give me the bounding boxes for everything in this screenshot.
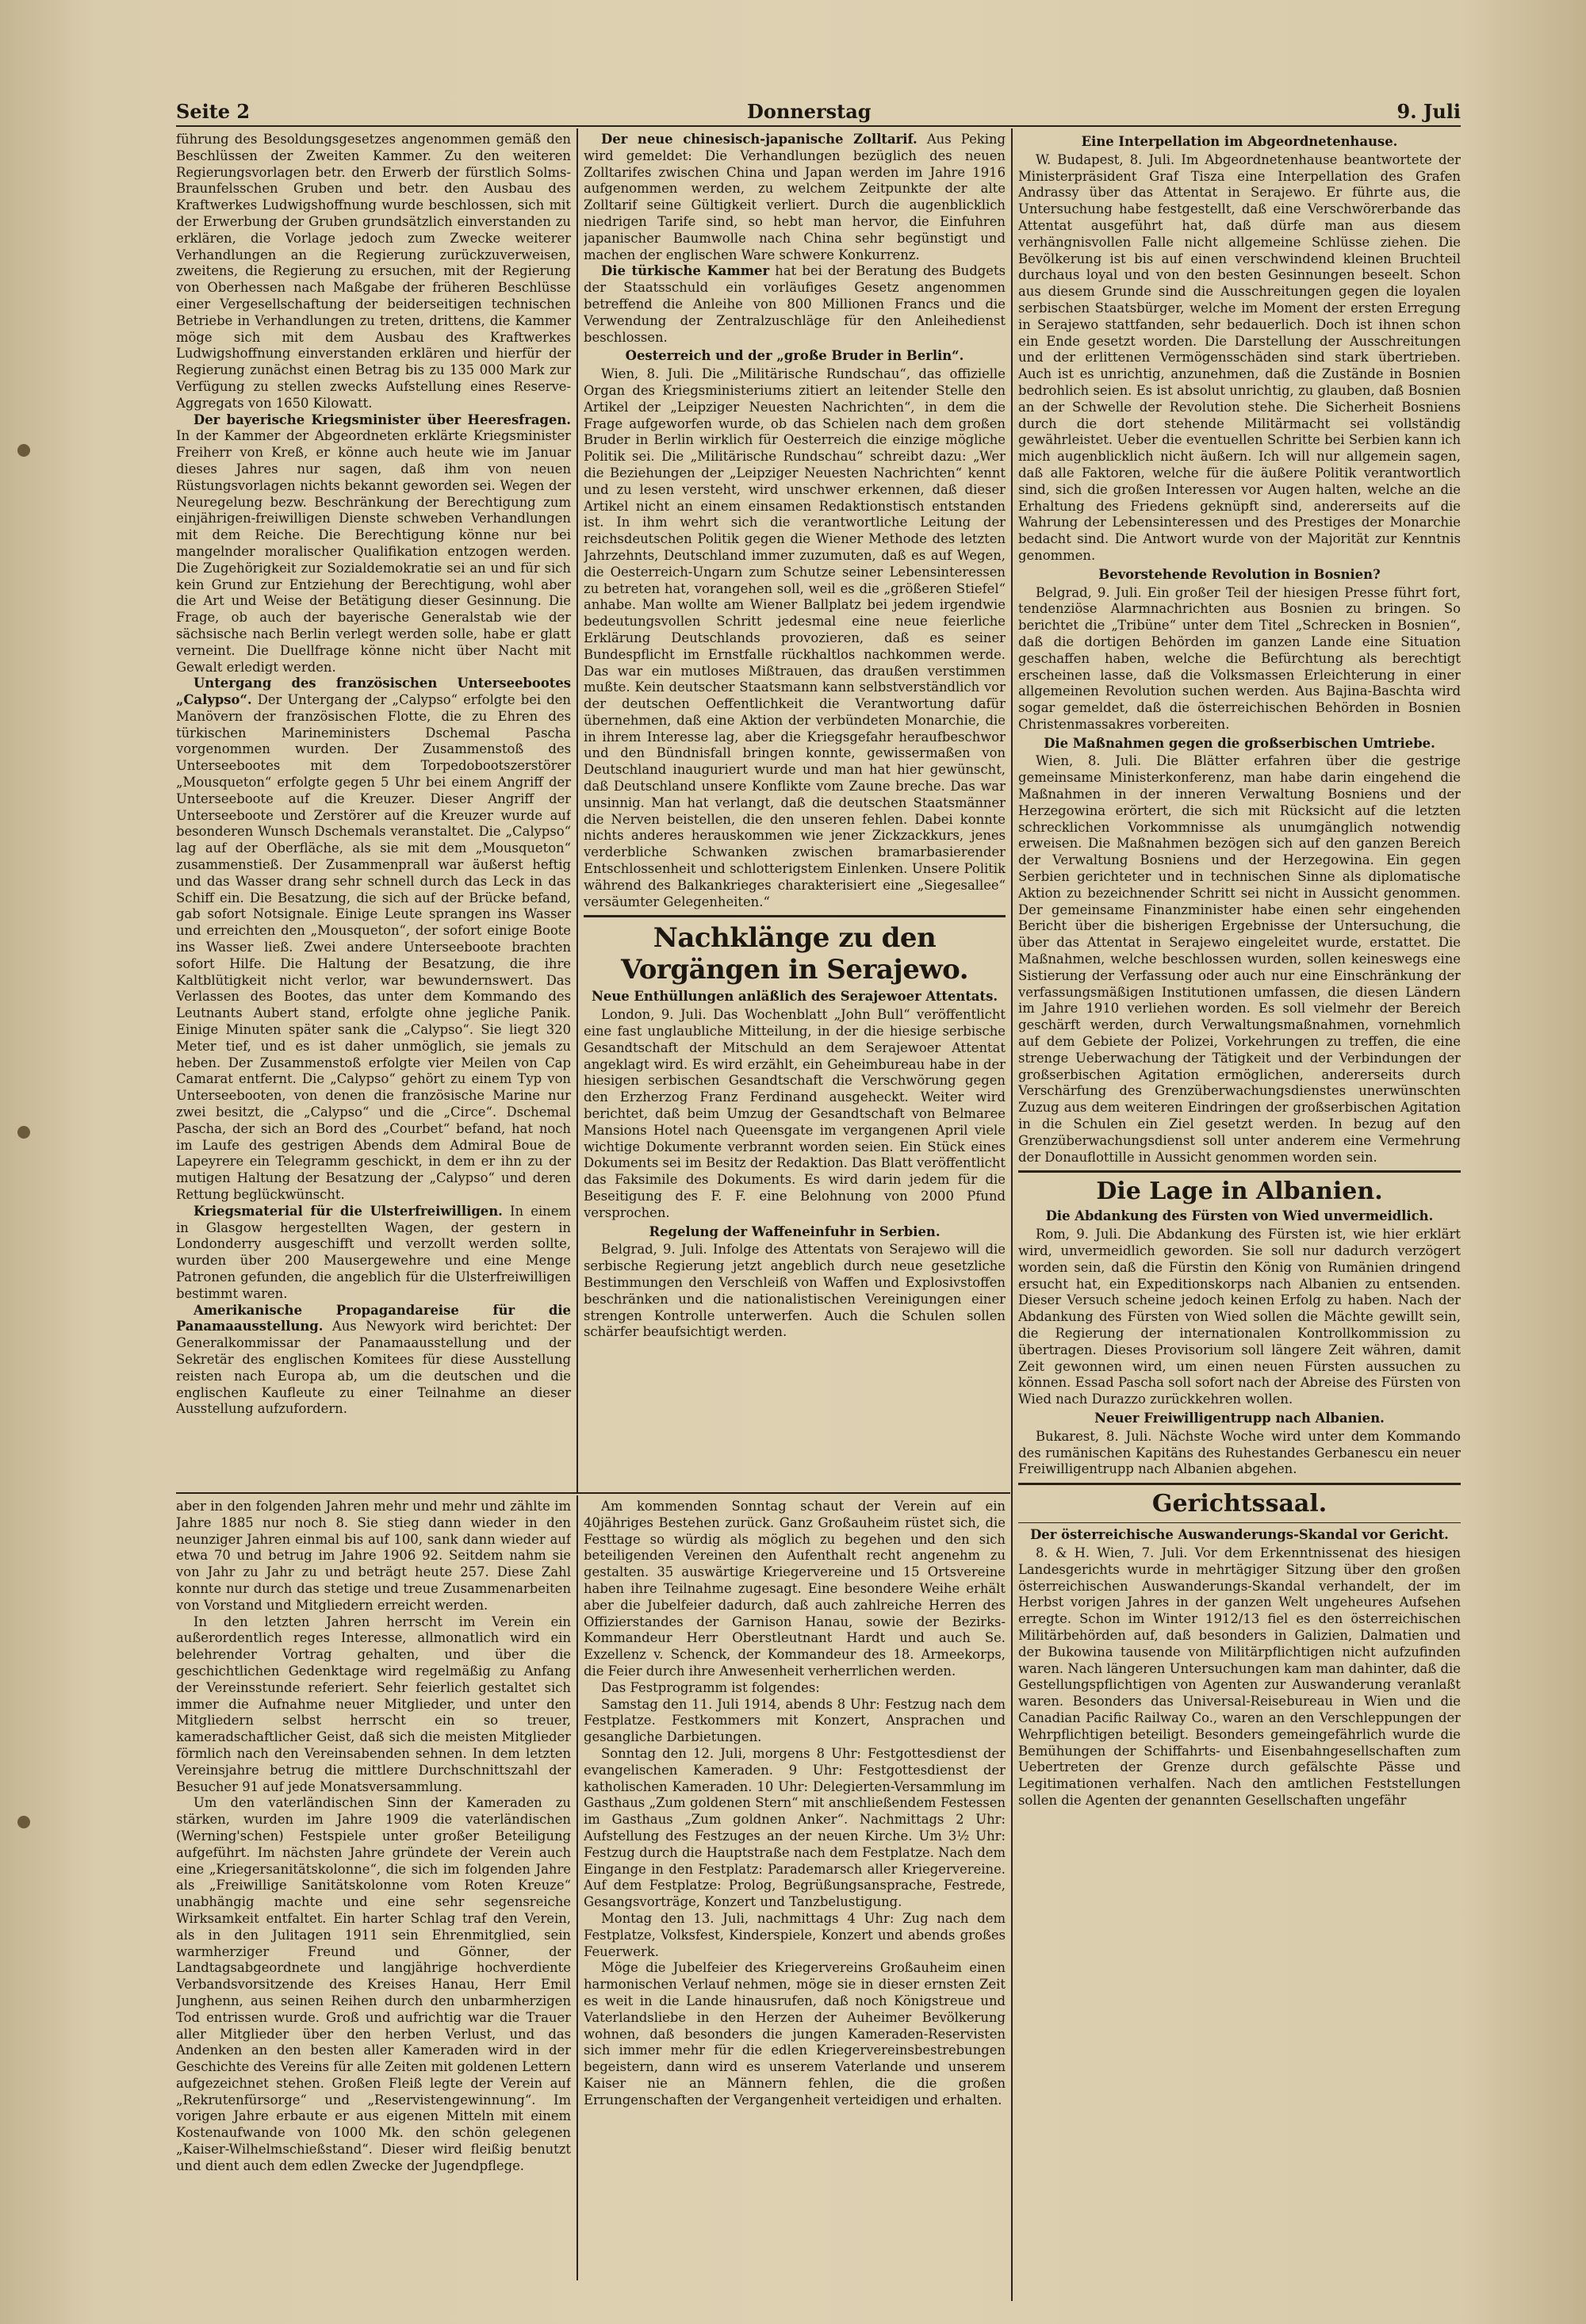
separator xyxy=(1018,1483,1461,1485)
article-text: führung des Besoldungsgesetzes angenommen gemäß den Beschlüssen der Zweiten Kammer. Zu den weiteren Regierungsvorlagen betr. den Erwerb der fürstlich Solms-Braunfelsschen Gruben und betr. den Ausbau des Kraftwerkes Ludwigshoffnung wurde beschlossen, sich mit der Erwerbung der Gruben grundsätzlich einverstanden zu erklären, die Vorlage jedoch zum Zwecke weiterer Verhandlungen an die Regierung zurückzuverweisen, zweitens, die Regierung zu ersuchen, mit der Regierung von Oberhessen nach Maßgabe der früheren Beschlüsse einer Vergesellschaftung der beiderseitigen technischen Betriebe in Verhandlungen zu treten, drittens, die Kammer möge sich mit dem Ausbau des Kraftwerkes Ludwigshoffnung einverstanden erklären und hierfür der Regierung zunächst einen Betrag bis zu 135 000 Mark zur Verfügung zu stellen zwecks Aufstellung eines Reserve-Aggregats von 1650 Kilowatt. xyxy=(176,132,571,411)
article-text: London, 9. Juli. Das Wochenblatt „John Bull“ veröffentlicht eine fast unglaubliche Mitteilung, in der die hiesige serbische Gesandtschaft der Mitschuld an dem Serajewoer Attentat angeklagt wird. Es wird erzählt, ein Geheimbureau habe in der hiesigen serbischen Gesandtschaft die Verschwörung gegen den Erzherzog Franz Ferdinand ausgeheckt. Weiter wird berichtet, daß beim Umzug der Gesandtschaft von Belmaree Mansions Hotel nach Queensgate im vergangenen April viele wichtige Dokumente verbrannt worden seien. Ein Stück eines Dokuments sei im Besitz der Redaktion. Das Blatt veröffentlicht das Faksimile des Dokuments. Es wird darin jedem für die Beseitigung des F. F. eine Belohnung von 2000 Pfund versprochen. xyxy=(584,1007,1006,1220)
article-heading: Regelung der Waffeneinfuhr in Serbien. xyxy=(649,1223,940,1239)
article-text: hat bei der Beratung des Budgets der Staatsschuld ein vorläufiges Gesetz angenommen betreffend die Anleihe von 800 Millionen Francs und die Verwendung der Zentralzuschläge für den Anleihedienst beschlossen. xyxy=(584,263,1006,345)
article-text: aber in den folgenden Jahren mehr und mehr und zählte im Jahre 1885 nur noch 8. Sie stieg dann wieder in den neunziger Jahren einmal bis auf 100, sank dann wieder auf etwa 70 und betrug im Jahre 1906 92. Seitdem nahm sie von Jahr zu Jahr zu und beträgt heute 257. Diese Zahl konnte nur durch das stetige und treue Zusammenarbeiten von Vorstand und Mitgliedern erreicht werden. xyxy=(176,1499,571,1613)
article-text: Am kommenden Sonntag schaut der Verein auf ein 40jähriges Bestehen zurück. Ganz Großauheim rüstet sich, die Festtage so würdig als möglich zu begehen und den sich beteiligenden Vereinen den Aufenthalt recht angenehm zu gestalten. 35 auswärtige Kriegervereine und 15 Ortsvereine haben ihre Teilnahme zugesagt. Eine besondere Weihe erhält aber die Jubelfeier dadurch, daß auch zahlreiche Herren des Offizierstandes der Garnison Hanau, sowie der Bezirks-Kommandeur Herr Oberstleutnant Hardt und auch Se. Exzellenz v. Schenck, der Kommandeur des 18. Armeekorps, die Feier durch ihre Anwesenheit verherrlichen werden. xyxy=(584,1499,1006,1679)
article-heading: Amerikanische Propagandareise für die Panamaausstellung. xyxy=(176,1302,571,1334)
article-ulster xyxy=(176,1204,571,1303)
article-text: W. Budapest, 8. Juli. Im Abgeordnetenhause beantwortete der Ministerpräsident Graf Tisza eine Interpellation des Grafen Andrassy über das Attentat in Serajewo. Er führte aus, die Untersuchung habe festgestellt, daß eine Verschwörerbande das Attentat ausgeführt hat, daß dürfe man aus diesem verhängnisvollen Falle nicht allgemeine Schlüsse ziehen. Die Bevölkerung ist bis auf einen verschwindend kleinen Bruchteil durchaus loyal und von den besten Gesinnungen beseelt. Schon aus diesem Grunde sind die Ausschreitungen gegen die loyalen serbischen Staatsbürger, welche im Moment der ersten Erregung in Serajewo stattfanden, sehr bedauerlich. Doch ist ihnen schon ein Ende gesetzt worden. Die Darstellung der Ausschreitungen und der erlittenen Vermögensschäden sind stark übertrieben. Auch ist es unrichtig, anzunehmen, daß die Zustände in Bosnien bedrohlich seien. Es ist absolut unrichtig, zu glauben, daß Bosnien an der Schwelle der Revolution stehe. Die Sicherheit Bosniens durch die dort stehende Militärmacht sei vollständig gewährleistet. Ueber die eventuellen Schritte bei Serbien kann ich mich augenblicklich nicht äußern. Ich will nur allgemein sagen, daß alle Faktoren, welche für die äußere Politik verantwortlich sind, sich die großen Interessen vor Augen halten, welche an die Erhaltung des Friedens geknüpft sind, andererseits auf die Wahrung der Lebensinteressen und des Prestiges der Monarchie bedacht sind. Die Antwort wurde von der Majorität zur Kenntnis genommen. xyxy=(1018,151,1461,563)
article-text: In den letzten Jahren herrscht im Verein ein außerordentlich reges Interesse, allmonatlich wird ein belehrender Vortrag gehalten, und über die geschichtlichen Gedenktage wird regelmäßig zu Anfang der Vereinsstunde referiert. Sehr feierlich gestaltet sich immer die Aufnahme neuer Mitglieder, und unter den Mitgliedern selbst herrscht ein so treuer, kameradschaftlicher Geist, daß sich die meisten Mitglieder förmlich nach den Vereinsabenden sehnen. In dem letzten Vereinsjahre betrug die mittlere Durchschnittszahl der Besucher 91 auf jede Monatsversammlung. xyxy=(176,1614,571,1794)
column-rule-lower xyxy=(577,1495,578,2280)
article-text: 8. & H. Wien, 7. Juli. Vor dem Erkenntnissenat des hiesigen Landesgerichts wurde in mehrtägiger Sitzung über den großen österreichischen Auswanderungs-Skandal verhandelt, der im Herbst vorigen Jahres in der ganzen Welt ungeheures Aufsehen erregte. Schon im Winter 1912/13 fiel es den österreichischen Militärbehörden auf, daß besonders in Galizien, Dalmatien und der Bukowina tausende von Militärpflichtigen nicht aufzufinden waren. Nach längeren Untersuchungen kam man dahinter, daß die Gestellungspflichtigen von Agenten zur Auswanderung veranlaßt waren. Besonders das Universal-Reisebureau in Wien und die Canadian Pacific Railway Co., waren an den Verschleppungen der Wehrpflichtigen beteiligt. Besonders gemeingefährlich wurde die Bemühungen der Schiffahrts- und Eisenbahngesellschaften zum Uebertreten der Grenze durch gefälschte Pässe und Legitimationen verhalfen. Nach den amtlichen Feststellungen sollen die Agenten der genannten Gesellschaften ungefähr xyxy=(1018,1545,1461,1808)
headline-serajewo: Nachklänge zu den Vorgängen in Serajewo. xyxy=(620,922,969,986)
article-text: In der Kammer der Abgeordneten erklärte Kriegsminister Freiherr von Kreß, er könne auch heute wie im Januar dieses Jahres nur sagen, daß ihm von neuen Rüstungsvorlagen nichts bekannt geworden sei. Wegen der Neuregelung bezw. Beschränkung der Berechtigung zum einjährigen-freiwilligen Dienste schweben Verhandlungen mit dem Reiche. Die Berechtigung könne nur bei mangelnder moralischer Qualifikation entzogen werden. Die Zugehörigkeit zur Sozialdemokratie sei an und für sich kein Grund zur Entziehung der Berechtigung, wohl aber die Art und Weise der Betätigung dieser Gesinnung. Die Frage, ob auch der bayerische Generalstab wie der sächsische nach Berlin verlegt werden solle, habe er glatt verneint. Die Duellfrage könne nicht über Nacht mit Gewalt erledigt werden. xyxy=(176,428,571,675)
article-heading: Neue Enthüllungen anläßlich des Serajewoer Attentats. xyxy=(591,989,998,1005)
article-zolltarif xyxy=(584,132,1006,263)
column-rule-1 xyxy=(577,128,578,1492)
article-text: Belgrad, 9. Juli. Ein großer Teil der hiesigen Presse führt fort, tendenziöse Alarmnachrichten aus Bosnien zu bringen. So berichtet die „Tribüne“ unter dem Titel „Schrecken in Bosnien“, daß die dortigen Behörden im ganzen Lande eine Situation geschaffen haben, welche die Befürchtung als berechtigt erscheinen lasse, daß die Volksmassen Erleichterung in einer allgemeinen Revolution suchen werden. Aus Bajina-Baschta wird sogar gemeldet, daß die österreichischen Behörden in Bosnien Christenmassakres vorbereiten. xyxy=(1018,584,1461,732)
binding-hole xyxy=(17,444,30,457)
article-heading: Die Abdankung des Fürsten von Wied unvermeidlich. xyxy=(1045,1208,1434,1224)
article-panama xyxy=(176,1303,571,1419)
article-bayern xyxy=(176,412,571,676)
column-2 xyxy=(584,132,1006,1489)
article-tuerkei xyxy=(584,263,1006,346)
article-heading: Der bayerische Kriegsminister über Heeresfragen. xyxy=(193,412,571,427)
page-header xyxy=(176,100,1461,122)
article-text: In einem in Glasgow hergestellten Wagen, der gestern in Londonderry ausgeschifft und verzollt werden sollte, wurden über 200 Mausergewehre und eine Menge Patronen gefunden, die angeblich für die Ulsterfreiwilligen bestimmt waren. xyxy=(176,1203,571,1301)
article-text: Aus Peking wird gemeldet: Die Verhandlungen bezüglich des neuen Zolltarifes zwischen China und Japan werden im Jahre 1916 aufgenommen werden, zu welchem Zeitpunkte der alte Zolltarif seine Gültigkeit verliert. Durch die augenblicklich niedrigen Tarife sind, so hebt man hervor, die Einfuhren japanischer Baumwolle nach China sehr begünstigt und machen der englischen Ware schwere Konkurrenz. xyxy=(584,132,1006,262)
separator xyxy=(1018,1522,1461,1523)
article-text: Montag den 13. Juli, nachmittags 4 Uhr: Zug nach dem Festplatze, Volksfest, Kinderspiele, Konzert und abends großes Feuerwerk. xyxy=(584,1910,1006,1959)
article-heading: Die türkische Kammer xyxy=(601,263,770,279)
article-text: Das Festprogramm ist folgendes: xyxy=(601,1679,820,1695)
article-heading: Die Maßnahmen gegen die großserbischen Umtriebe. xyxy=(1044,735,1435,751)
article-heading: Untergang des französischen Unterseebootes „Calypso“. xyxy=(176,676,571,708)
page-number: Seite 2 xyxy=(176,100,251,123)
column-rule-2 xyxy=(1011,128,1013,2301)
article-text: Bukarest, 8. Juli. Nächste Woche wird unter dem Kommando des rumänischen Kapitäns des Ruhestandes Gerbanescu ein neuer Freiwilligentrupp nach Albanien abgehen. xyxy=(1018,1428,1461,1477)
article-heading: Eine Interpellation im Abgeordnetenhause. xyxy=(1081,134,1398,149)
article-text: Belgrad, 9. Juli. Infolge des Attentats von Serajewo will die serbische Regierung jetzt angeblich durch neue gesetzliche Bestimmungen den Verschleiß von Waffen und Explosivstoffen beschränken und die nationalistischen Vereinigungen einer strengen Kontrolle unterwerfen. Auch die Schulen sollen schärfer beaufsichtigt werden. xyxy=(584,1242,1006,1340)
column-1-lower xyxy=(176,1499,571,2276)
column-1 xyxy=(176,132,571,1489)
article-heading: Der österreichische Auswanderungs-Skandal vor Gericht. xyxy=(1030,1527,1449,1543)
article-text: Rom, 9. Juli. Die Abdankung des Fürsten ist, wie hier erklärt wird, unvermeidlich geworden. Sie soll nur dadurch verzögert worden sein, daß die Fürstin den König von Rumänien dringend ersucht hat, ein Expeditionskorps nach Albanien zu entsenden. Dieser Versuch scheine jedoch keinen Erfolg zu haben. Nach der Abdankung des Fürsten von Wied sollen die Mächte gewillt sein, die Regierung der internationalen Kontrollkommission zu übertragen. Dieses Provisorium soll längere Zeit währen, damit Zeit gewonnen wird, um einen neuen Fürsten aussuchen zu können. Essad Pascha soll sofort nach der Abreise des Fürsten von Wied nach Durazzo zurückkehren wollen. xyxy=(1018,1227,1461,1407)
article-heading: Der neue chinesisch-japanische Zolltarif. xyxy=(601,132,918,147)
article-heading: Kriegsmaterial für die Ulsterfreiwilligen. xyxy=(193,1203,503,1219)
headline-albanien: Die Lage in Albanien. xyxy=(1096,1177,1383,1206)
article-text: Samstag den 11. Juli 1914, abends 8 Uhr: Festzug nach dem Festplatze. Festkommers mit Konzert, Ansprachen und gesangliche Darbietungen. xyxy=(584,1696,1006,1745)
headline-gerichtssaal: Gerichtssaal. xyxy=(1151,1490,1327,1518)
separator xyxy=(584,915,1006,917)
header-rule xyxy=(176,125,1461,127)
article-heading: Oesterreich und der „große Bruder in Berlin“. xyxy=(625,348,964,364)
section-rule xyxy=(176,1492,1010,1494)
binding-hole xyxy=(17,1126,30,1139)
article-text: Um den vaterländischen Sinn der Kameraden zu stärken, wurden im Jahre 1909 die vaterländischen (Werning'schen) Festspiele unter großer Beteiligung aufgeführt. Im nächsten Jahre gründete der Verein auch eine „Kriegersanitätskolonne“, die sich im folgenden Jahre als „Freiwillige Sanitätskolonne vom Roten Kreuze“ unabhängig machte und eine sehr segensreiche Wirksamkeit entfaltet. Ein harter Schlag traf den Verein, als in den Julitagen 1911 sein Ehrenmitglied, sein warmherziger Freund und Gönner, der Landtagsabgeordnete und langjährige hochverdiente Verbandsvorsitzende des Kreises Hanau, Herr Emil Junghenn, aus seinen Reihen durch den unbarmherzigen Tod entrissen wurde. Groß und aufrichtig war die Trauer aller Mitglieder über den herben Verlust, und das Andenken an den besten aller Kameraden wird in der Geschichte des Vereins für alle Zeiten mit goldenen Lettern aufgezeichnet stehen. Großen Fleiß legte der Verein auf „Rekrutenfürsorge“ und „Reservistengewinnung“. Im vorigen Jahre erbaute er aus eigenen Mitteln mit einem Kostenaufwande von 1000 Mk. den schön gelegenen „Kaiser-Wilhelmschießstand“. Dieser wird fleißig benutzt und dient auch dem edlen Zwecke der Jugendpflege. xyxy=(176,1795,571,2173)
article-text: Möge die Jubelfeier des Kriegervereins Großauheim einen harmonischen Verlauf nehmen, möge sie in dieser ernsten Zeit es weit in die Lande hinausrufen, daß noch Königstreue und Vaterlandsliebe in den Herzen der Auheimer Bevölkerung wohnen, daß besonders die jungen Kameraden-Reservisten sich immer mehr für die edlen Kriegervereinsbestrebungen begeistern, dann wird es unserem Vaterlande und unserem Kaiser nie an Männern fehlen, die die großen Errungenschaften der Vergangenheit verteidigen und erhalten. xyxy=(584,1960,1006,2108)
article-calypso xyxy=(176,676,571,1204)
column-3 xyxy=(1018,132,1461,2277)
article-text: Sonntag den 12. Juli, morgens 8 Uhr: Festgottesdienst der evangelischen Kameraden. 9 Uhr: Festgottesdienst der katholischen Kameraden. 10 Uhr: Delegierten-Versammlung im Gasthaus „Zum goldenen Stern“ mit anschließendem Festessen im Gasthaus „Zum goldnen Anker“. Nachmittags 2 Uhr: Aufstellung des Festzuges an der neuen Kirche. Um 3½ Uhr: Festzug durch die Hauptstraße nach dem Festplatze. Nach dem Eingange in den Festplatz: Parademarsch aller Kriegervereine. Auf dem Festplatze: Prolog, Begrüßungsansprache, Festrede, Gesangsvorträge, Konzert und Tanzbelustigung. xyxy=(584,1745,1006,1910)
date: 9. Juli xyxy=(1396,100,1461,123)
article-text: Wien, 8. Juli. Die „Militärische Rundschau“, das offizielle Organ des Kriegsministeriums zitiert an leitender Stelle den Artikel der „Leipziger Neuesten Nachrichten“, in dem die Frage aufgeworfen wurde, ob das Schielen nach dem großen Bruder in Berlin wirklich für Oesterreich die einzige mögliche Politik sei. Die „Militärische Rundschau“ schreibt dazu: „Wer die Beziehungen der „Leipziger Neuesten Nachrichten“ kennt und zu lesen versteht, wird unschwer erkennen, daß dieser Artikel nicht an einem einsamen Redaktionstisch entstanden ist. In ihm wehrt sich die verantwortliche Leitung der reichsdeutschen Politik gegen die Wiener Methode des letzten Jahrzehnts, Deutschland immer zuzumuten, daß es auf Wegen, die Oesterreich-Ungarn zum Schutze seiner Lebensinteressen zu betreten hat, vorangehen soll, weil es die „größeren Stiefel“ anhabe. Man wollte am Wiener Ballplatz bei jedem irgendwie bedeutungsvollen Schritt jedesmal eine neue feierliche Erklärung Deutschlands provozieren, daß es seiner Bundespflicht im Ernstfalle rückhaltlos nachkommen werde. Das war ein mutloses Mißtrauen, das draußen verstimmen mußte. Kein deutscher Staatsmann kann selbstverständlich vor der deutschen Oeffentlichkeit die Verantwortung dafür übernehmen, daß eine Aktion der verbündeten Monarchie, die in ihrem Interesse lag, aber die Kriegsgefahr heraufbeschwor und den Bündnisfall bringen konnte, gewissermaßen von Deutschland inauguriert wurde und man hat hier gewünscht, daß Deutschland unsere Konflikte vom Zaune breche. Das war unsinnig. Man hat verlangt, daß die deutschen Staatsmänner die Nerven beistellen, die den unseren fehlen. Dabei konnte nichts anderes herauskommen wie jener Zickzackkurs, jenes verderbliche Schwanken zwischen bramarbasierender Entschlossenheit und schlotterigstem Einlenken. Unsere Politik während des Balkankrieges charakterisiert eine „Siegesallee“ versäumter Gelegenheiten.“ xyxy=(584,366,1006,909)
weekday: Donnerstag xyxy=(747,100,872,123)
article-text: Aus Newyork wird berichtet: Der Generalkommissar der Panamaausstellung und der Sekretär des englischen Komitees für diese Ausstellung reisten nach Europa ab, um die deutschen und die englischen Kaufleute zu einer Teilnahme an dieser Ausstellung aufzufordern. xyxy=(176,1319,571,1417)
column-2-lower xyxy=(584,1499,1006,2276)
article-text: Wien, 8. Juli. Die Blätter erfahren über die gestrige gemeinsame Ministerkonferenz, man habe darin eingehend die Maßnahmen in der inneren Verwaltung Bosniens und der Herzegowina erörtert, die sich mit Rücksicht auf die letzten schrecklichen Vorkommnisse als unumgänglich notwendig erweisen. Die Maßnahmen bezögen sich auf den ganzen Bereich der Verwaltung Bosniens und der Herzegowina. Ein gegen Serbien gerichteter und in technischen Sinne als diplomatische Aktion zu bezeichnender Schritt sei nicht in Aussicht genommen. Der gemeinsame Finanzminister habe einen sehr eingehenden Bericht über die bisherigen Ergebnisse der Untersuchung, die über das Attentat in Serajewo eingeleitet wurde, erstattet. Die Maßnahmen, welche beschlossen wurden, sollen keineswegs eine Sistierung der Verfassung oder auch nur eine Einschränkung der verfassungsmäßigen Institutionen umfassen, die diesen Ländern im Jahre 1910 verliehen worden. Es soll vielmehr der Bereich geschärft werden, durch Verwaltungsmaßnahmen, vornehmlich auf dem Gebiete der Polizei, Vorkehrungen zu treffen, die eine strenge Ueberwachung der Tätigkeit und der Verbindungen der großserbischen Agitation ermöglichen, andererseits durch Verschärfung des Grenzüberwachungsdienstes unerwünschten Zuzug aus dem weiteren Eindringen der großserbischen Agitation in die Schulen ein Ziel gesetzt werden. In bezug auf den Grenzüberwachungsdienst soll unter anderem eine Vermehrung der Donauflottille in Aussicht genommen worden sein. xyxy=(1018,753,1461,1165)
separator xyxy=(1018,1170,1461,1173)
article-text: Der Untergang der „Calypso“ erfolgte bei den Manövern der französischen Flotte, die zu Ehren des türkischen Marineministers Dschemal Pascha vorgenommen wurden. Der Zusammenstoß des Unterseebootes mit dem Torpedobootszerstörer „Mousqueton“ erfolgte gegen 5 Uhr bei einem Angriff der Unterseeboote auf die Kreuzer. Dieser Angriff der Unterseeboote und Zerstörer auf die Kreuzer wurde auf besonderen Wunsch Dschemals veranstaltet. Die „Calypso“ lag auf der Oberfläche, als sie mit dem „Mousqueton“ zusammenstieß. Der Zusammenprall war äußerst heftig und das Wasser drang sehr schnell durch das Leck in das Schiff ein. Die Besatzung, die sich auf der Brücke befand, gab sofort Notsignale. Einige Leute sprangen ins Wasser und erreichten den „Mousqueton“, der sofort einige Boote ins Wasser ließ. Zwei andere Unterseeboote brachten sofort Hilfe. Die Haltung der Besatzung, die ihre Kaltblütigkeit nicht verlor, war bewundernswert. Das Verlassen des Bootes, das unter dem Kommando des Leutnants Aubert stand, erfolgte ohne jegliche Panik. Einige Minuten später sank die „Calypso“. Sie liegt 320 Meter tief, und es ist daher unmöglich, sie jemals zu heben. Der Zusammenstoß erfolgte vier Meilen von Cap Camarat entfernt. Die „Calypso“ gehört zu einem Typ von Unterseebooten, von denen die französische Marine nur zwei besitzt, die „Calypso“ und die „Circe“. Dschemal Pascha, der sich an Bord des „Courbet“ befand, hat noch im Laufe des gestrigen Abends dem Admiral Boue de Lapeyrere ein Telegramm geschickt, in dem er ihn zu der mutigen Haltung der Besatzung der „Calypso“ und deren Rettung beglückwünscht. xyxy=(176,692,571,1202)
binding-hole xyxy=(17,1816,30,1828)
article-heading: Bevorstehende Revolution in Bosnien? xyxy=(1098,566,1381,582)
article-heading: Neuer Freiwilligentrupp nach Albanien. xyxy=(1094,1410,1385,1426)
